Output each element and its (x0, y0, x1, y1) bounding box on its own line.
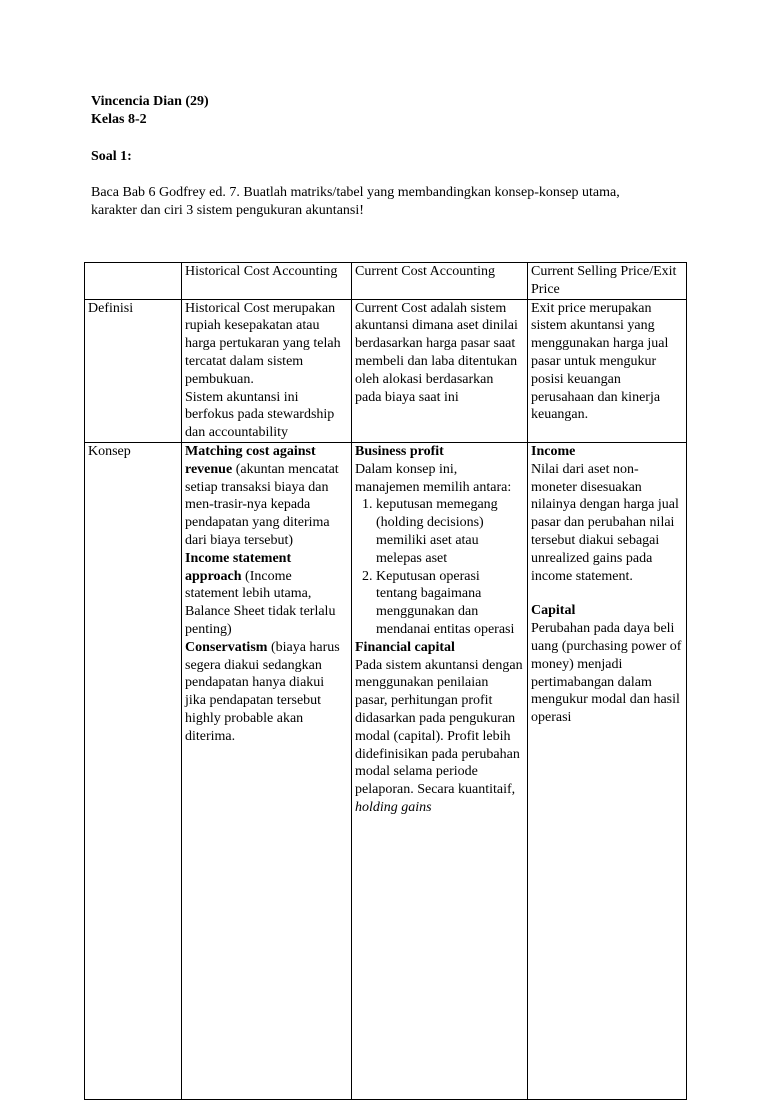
conservatism-text: (biaya harus segera diakui sedangkan pendapatan hanya diakui jika pendapatan tersebut highly probable akan diterima. (185, 639, 340, 744)
matching-title: Matching cost against revenue (185, 443, 316, 477)
row-label-definisi: Definisi (85, 299, 182, 442)
question-line-2: karakter dan ciri 3 sistem pengukuran akuntansi! (91, 203, 364, 218)
capital-title: Capital (531, 603, 576, 619)
student-name: Vincencia Dian (29) (91, 94, 209, 109)
header-exit-price: Current Selling Price/Exit Price (528, 263, 687, 300)
income-title: Income (531, 443, 576, 459)
business-profit-text: Dalam konsep ini, manajemen memilih antara: (355, 461, 512, 495)
decision-list (355, 496, 523, 638)
business-profit-title: Business profit (355, 443, 444, 459)
matching-text: (akuntan mencatat setiap transaksi biaya dan men-trasir-nya kepada pendapatan yang diterima dari biaya tersebut) (185, 461, 339, 548)
holding-gains-text: holding gains (355, 799, 432, 815)
financial-capital-title: Financial capital (355, 639, 455, 655)
capital-text: Perubahan pada daya beli uang (purchasing power of money) menjadi pertimabangan dalam mengukur modal dan hasil operasi (531, 621, 682, 726)
table-row-definisi (85, 299, 687, 442)
table-row-konsep (85, 442, 687, 1099)
author-block (91, 93, 711, 129)
financial-capital-paragraph (355, 657, 523, 817)
list-item: 1. keputusan memegang (holding decisions) memiliki aset atau melepas aset (376, 496, 523, 567)
header-historical-cost: Historical Cost Accounting (182, 263, 352, 300)
income-approach-title: Income statement approach (185, 550, 292, 584)
konsep-current-cost-content (355, 443, 523, 1099)
question-text (91, 184, 691, 220)
question-line-1: Baca Bab 6 Godfrey ed. 7. Buatlah matriks/tabel yang membandingkan konsep-konsep utama, (91, 185, 620, 200)
comparison-table (84, 262, 687, 1100)
list-item: 2. Keputusan operasi tentang bagaimana menggunakan dan mendanai entitas operasi (376, 568, 523, 639)
definisi-historical-cell (182, 299, 352, 442)
row-label-konsep: Konsep (85, 442, 182, 1099)
definisi-exit-price-cell: Exit price merupakan sistem akuntansi yang menggunakan harga jual pasar untuk mengukur posisi keuangan perusahaan dan kinerja keuangan. (528, 299, 687, 442)
definisi-current-cost-cell: Current Cost adalah sistem akuntansi dimana aset dinilai berdasarkan harga pasar saat membeli dan laba ditentukan oleh alokasi berdasarkan pada biaya saat ini (352, 299, 528, 442)
conservatism-paragraph (185, 639, 347, 746)
definisi-historical-text: Historical Cost merupakan rupiah kesepakatan atau harga pertukaran yang telah tercatat dalam sistem pembukuan. (185, 300, 341, 387)
income-approach-paragraph (185, 550, 347, 639)
konsep-historical-cell (182, 442, 352, 1099)
conservatism-title: Conservatism (185, 639, 268, 655)
paragraph-gap (531, 585, 682, 602)
income-approach-text: (Income statement lebih utama, Balance Sheet tidak terlalu penting) (185, 568, 336, 637)
table-header-row (85, 263, 687, 300)
matching-paragraph (185, 443, 347, 550)
konsep-current-cost-cell (352, 442, 528, 1099)
class-label: Kelas 8-2 (91, 112, 147, 127)
header-current-cost: Current Cost Accounting (352, 263, 528, 300)
header-empty-cell (85, 263, 182, 300)
income-text: Nilai dari aset non-moneter disesuakan nilainya dengan harga jual pasar dan perubahan nilai tersebut diakui sebagai unrealized gains pada income statement. (531, 461, 679, 584)
question-title: Soal 1: (91, 149, 132, 164)
financial-capital-text: Pada sistem akuntansi dengan menggunakan penilaian pasar, perhitungan profit didasarkan pada pengukuran modal (capital). Profit lebih didefinisikan pada perubahan modal selama periode pelaporan. Secara kuantitaif, (355, 657, 523, 798)
definisi-historical-text-2: Sistem akuntansi ini berfokus pada stewardship dan accountability (185, 389, 335, 441)
konsep-exit-price-cell (528, 442, 687, 1099)
